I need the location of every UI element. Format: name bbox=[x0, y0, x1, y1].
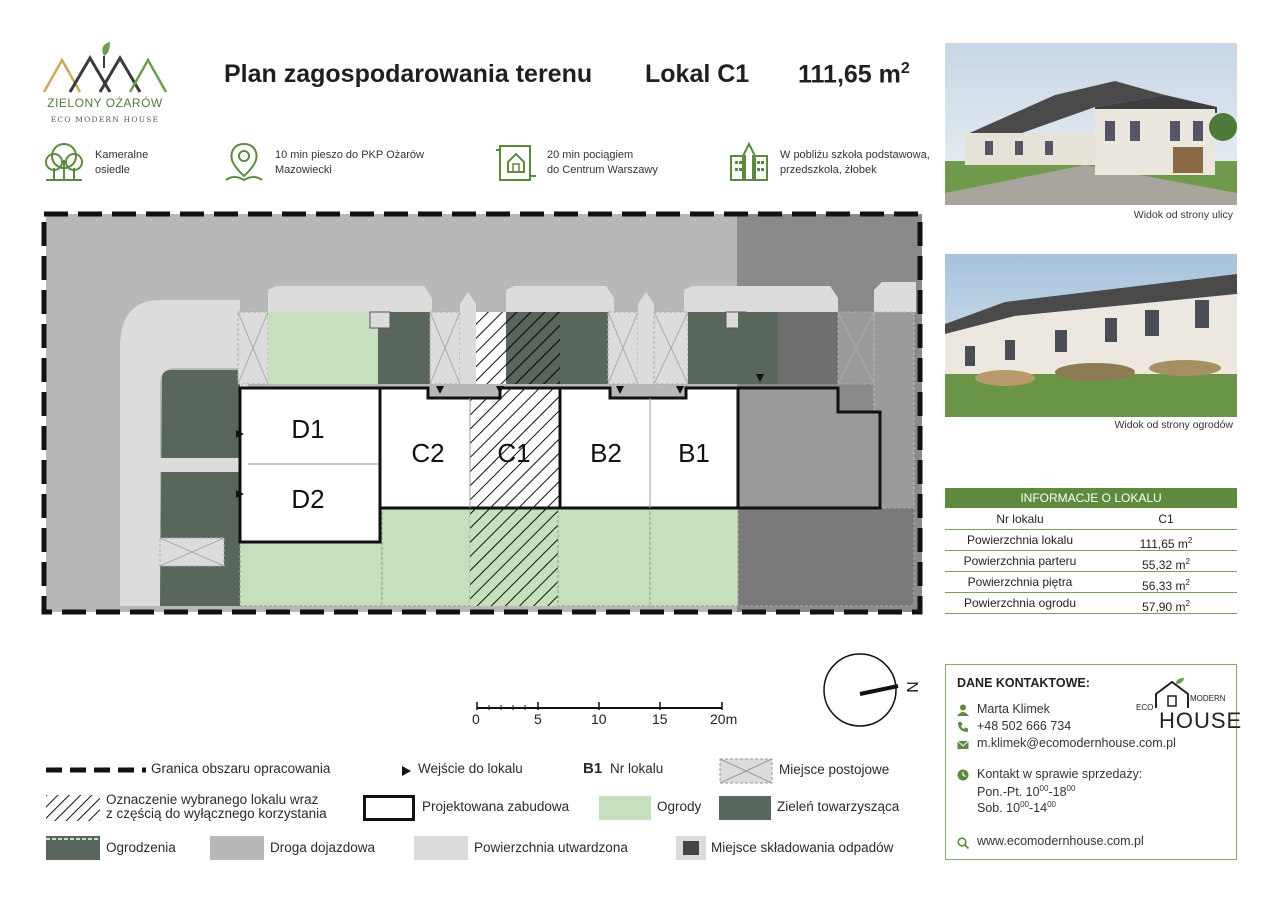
legend-building: Projektowana zabudowa bbox=[422, 799, 570, 814]
unit-label: B2 bbox=[590, 438, 622, 468]
page-title: Plan zagospodarowania terenu bbox=[224, 60, 593, 88]
garden-view-photo bbox=[945, 254, 1237, 417]
unit-label: D1 bbox=[291, 414, 325, 444]
legend-boundary-swatch bbox=[46, 764, 146, 776]
feature-text: Kameralne osiedle bbox=[95, 149, 149, 176]
location-pin-icon bbox=[222, 140, 266, 184]
legend-boundary: Granica obszaru opracowania bbox=[151, 761, 331, 776]
feature-text: 20 min pociągiem do Centrum Warszawy bbox=[547, 149, 658, 176]
scale-label: 20m bbox=[710, 711, 738, 727]
legend-road: Droga dojazdowa bbox=[270, 840, 376, 855]
sales-contact-label: Kontakt w sprawie sprzedaży: bbox=[977, 767, 1143, 781]
brand-name: ZIELONY OŻARÓW bbox=[47, 96, 163, 110]
compass-icon bbox=[822, 652, 922, 732]
legend-paved: Powierzchnia utwardzona bbox=[474, 840, 628, 855]
site-plan bbox=[40, 208, 930, 618]
legend-greenery: Zieleń towarzysząca bbox=[777, 799, 900, 814]
unit-area: 111,65 $m^2$ bbox=[798, 60, 910, 89]
feature-text: 10 min pieszo do PKP Ożarów Mazowiecki bbox=[275, 149, 424, 176]
street-view-photo bbox=[945, 43, 1237, 205]
person-icon bbox=[957, 704, 969, 716]
legend-building-swatch bbox=[363, 795, 415, 821]
city-map-icon bbox=[494, 140, 538, 184]
legend-parking-swatch bbox=[719, 758, 773, 784]
scale-label: 15 bbox=[652, 711, 668, 727]
school-building-icon bbox=[727, 140, 771, 184]
contact-phone[interactable]: +48 502 666 734 bbox=[977, 719, 1072, 733]
contact-title: DANE KONTAKTOWE: bbox=[957, 676, 1090, 690]
search-icon bbox=[957, 837, 969, 849]
unit-label: D2 bbox=[291, 484, 325, 514]
compass-north-label: N bbox=[903, 681, 920, 693]
hours-weekday: Pon.-Pt. $10^{00}-18^{00}$ bbox=[977, 784, 1076, 800]
logo-house: HOUSE bbox=[1159, 708, 1243, 733]
unit-label-selected: C1 bbox=[497, 438, 531, 468]
scale-label: 5 bbox=[534, 711, 542, 727]
scale-label: 0 bbox=[472, 711, 480, 727]
logo-modern: MODERN bbox=[1190, 694, 1226, 703]
photo-caption: Widok od strony ulicy bbox=[1133, 209, 1233, 221]
legend-gardens-swatch bbox=[599, 796, 651, 820]
info-table-title: INFORMACJE O LOKALU bbox=[945, 488, 1237, 508]
unit-label: C2 bbox=[411, 438, 445, 468]
legend-unit-example: B1 bbox=[583, 760, 603, 777]
contact-name: Marta Klimek bbox=[977, 702, 1050, 716]
info-row: Powierzchnia parteru 55,32 $m^2$ bbox=[945, 551, 1237, 572]
unit-label: B1 bbox=[678, 438, 710, 468]
legend-parking: Miejsce postojowe bbox=[779, 762, 890, 777]
clock-icon bbox=[957, 769, 969, 781]
phone-icon bbox=[957, 721, 969, 733]
info-row: Powierzchnia ogrodu 57,90 $m^2$ bbox=[945, 593, 1237, 614]
legend-gardens: Ogrody bbox=[657, 799, 702, 814]
photo-caption: Widok od strony ogrodów bbox=[1114, 419, 1233, 431]
unit-title: Lokal C1 bbox=[645, 60, 750, 88]
scale-label: 10 bbox=[591, 711, 607, 727]
legend-entrance: Wejście do lokalu bbox=[418, 761, 523, 776]
website-link[interactable]: www.ecomodernhouse.com.pl bbox=[977, 834, 1144, 848]
legend-selected: Oznaczenie wybranego lokalu wraz z częścią do wyłącznego korzystania bbox=[106, 792, 327, 821]
info-row: Powierzchnia piętra 56,33 $m^2$ bbox=[945, 572, 1237, 593]
legend-waste: Miejsce składowania odpadów bbox=[711, 840, 894, 855]
email-icon bbox=[957, 739, 969, 751]
legend-unit-number: Nr lokalu bbox=[610, 761, 664, 776]
brand-tagline: ECO MODERN HOUSE bbox=[50, 115, 160, 124]
legend-fences-swatch bbox=[46, 836, 100, 860]
legend-selected-swatch bbox=[46, 795, 100, 821]
legend-fences: Ogrodzenia bbox=[106, 840, 176, 855]
trees-icon bbox=[42, 140, 86, 184]
entrance-arrow-icon bbox=[402, 765, 412, 777]
info-row: Nr lokalu C1 bbox=[945, 509, 1237, 530]
legend-road-swatch bbox=[210, 836, 264, 860]
legend-greenery-swatch bbox=[719, 796, 771, 820]
contact-email[interactable]: m.klimek@ecomodernhouse.com.pl bbox=[977, 736, 1176, 750]
legend-waste-swatch bbox=[676, 836, 706, 860]
hours-saturday: Sob. $10^{00}-14^{00}$ bbox=[977, 800, 1056, 816]
logo-eco: ECO bbox=[1136, 703, 1154, 712]
info-row: Powierzchnia lokalu 111,65 $m^2$ bbox=[945, 530, 1237, 551]
legend-paved-swatch bbox=[414, 836, 468, 860]
feature-text: W pobliżu szkoła podstawowa, przedszkola, żłobek bbox=[780, 149, 930, 176]
